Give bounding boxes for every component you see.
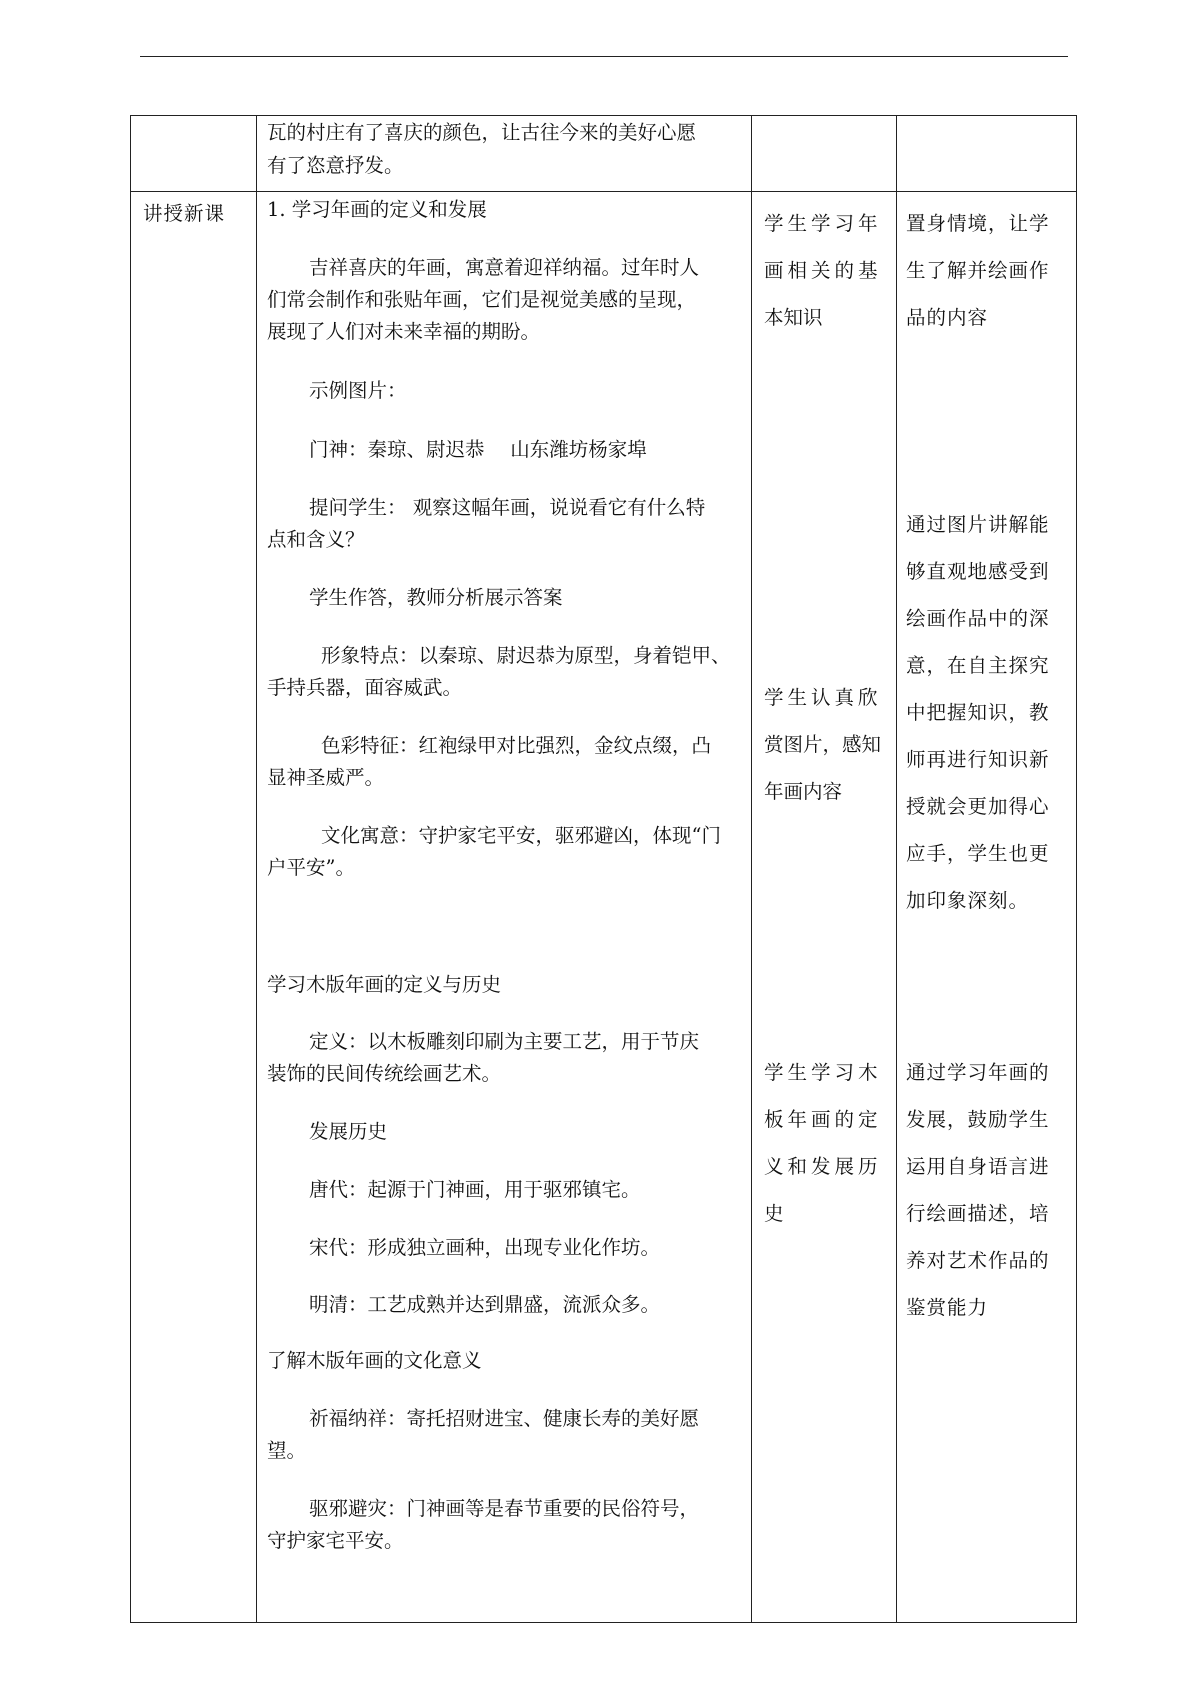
design-intent-2: [906, 501, 1071, 924]
question-line-1: 提问学生： 观察这幅年画，说说看它有什么特: [309, 496, 706, 519]
design-intent-3-line-3: 运用自身语言进: [906, 1155, 1050, 1178]
student-activity-3-line-2: 板年画的定: [764, 1108, 882, 1131]
feature-image-line-2: 手持兵器，面容威武。: [267, 676, 463, 699]
design-intent-3-line-5: 养对艺术作品的: [906, 1249, 1050, 1272]
design-intent-2-line-9: 加印象深刻。: [906, 889, 1030, 912]
section-heading-3: 了解木版年画的文化意义: [267, 1349, 482, 1372]
intro-line-3: 展现了人们对未来幸福的期盼。: [267, 320, 541, 343]
student-activity-1-line-3: 本知识: [764, 306, 823, 329]
blessing-line-1: 祈福纳祥：寄托招财进宝、健康长寿的美好愿: [309, 1407, 700, 1430]
column-divider: [256, 116, 257, 191]
design-intent-3: [906, 1049, 1071, 1331]
student-activity-2-line-3: 年画内容: [764, 780, 843, 803]
feature-culture-line-2: 户平安”。: [267, 856, 355, 879]
definition-line-2: 装饰的民间传统绘画艺术。: [267, 1062, 502, 1085]
design-intent-2-line-4: 意，在自主探究: [906, 654, 1050, 677]
section-heading-1: 1. 学习年画的定义和发展: [267, 198, 487, 221]
student-activity-1-line-1: 学生学习年: [764, 212, 882, 235]
column-divider: [256, 192, 257, 1622]
design-intent-1: [906, 200, 1071, 341]
continuation-text-line-2: 有了恣意抒发。: [267, 154, 404, 177]
feature-color-line-2: 显神圣威严。: [267, 766, 385, 789]
column-divider: [751, 192, 752, 1622]
design-intent-2-line-8: 应手，学生也更: [906, 842, 1050, 865]
column-divider: [896, 116, 897, 191]
definition-line-1: 定义：以木板雕刻印刷为主要工艺，用于节庆: [309, 1030, 700, 1053]
student-activity-1-line-2: 画相关的基: [764, 259, 882, 282]
history-tang: 唐代：起源于门神画，用于驱邪镇宅。: [309, 1178, 641, 1201]
student-activity-2: [764, 674, 886, 815]
design-intent-3-line-6: 鉴赏能力: [906, 1296, 989, 1319]
design-intent-3-line-1: 通过学习年画的: [906, 1061, 1050, 1084]
design-intent-2-line-7: 授就会更加得心: [906, 795, 1050, 818]
question-line-2: 点和含义？: [267, 528, 365, 551]
design-intent-2-line-3: 绘画作品中的深: [906, 607, 1050, 630]
feature-image-line-1: 形象特点：以秦琼、尉迟恭为原型，身着铠甲、: [321, 644, 731, 667]
ward-line-2: 守护家宅平安。: [267, 1529, 404, 1552]
history-song: 宋代：形成独立画种，出现专业化作坊。: [309, 1236, 661, 1259]
continuation-text-line-1: 瓦的村庄有了喜庆的颜色，让古往今来的美好心愿: [267, 121, 697, 144]
student-activity-3-line-3: 义和发展历: [764, 1155, 882, 1178]
lesson-plan-table: [130, 115, 1077, 1623]
student-activity-2-line-1: 学生认真欣: [764, 686, 882, 709]
blessing-line-2: 望。: [267, 1439, 307, 1462]
column-divider: [751, 116, 752, 191]
feature-culture-line-1: 文化寓意：守护家宅平安，驱邪避凶，体现“门: [321, 824, 721, 847]
design-intent-1-line-2: 生了解并绘画作: [906, 259, 1050, 282]
section-heading-2: 学习木版年画的定义与历史: [267, 973, 502, 996]
column-divider: [896, 192, 897, 1622]
design-intent-2-line-6: 师再进行知识新: [906, 748, 1050, 771]
header-rule: [140, 56, 1068, 57]
example-label: 示例图片：: [309, 379, 407, 402]
design-intent-3-line-2: 发展，鼓励学生: [906, 1108, 1050, 1131]
design-intent-3-line-4: 行绘画描述，培: [906, 1202, 1050, 1225]
student-activity-1: [764, 200, 886, 341]
stage-label: 讲授新课: [143, 202, 226, 225]
ward-line-1: 驱邪避灾：门神画等是春节重要的民俗符号，: [309, 1497, 700, 1520]
answer-text: 学生作答，教师分析展示答案: [309, 586, 563, 609]
design-intent-1-line-1: 置身情境，让学: [906, 212, 1050, 235]
student-activity-3: [764, 1049, 886, 1237]
intro-line-2: 们常会制作和张贴年画，它们是视觉美感的呈现，: [267, 288, 697, 311]
door-god-caption: 门神：秦琼、尉迟恭 山东潍坊杨家埠: [309, 438, 647, 461]
feature-color-line-1: 色彩特征：红袍绿甲对比强烈，金纹点缀，凸: [321, 734, 712, 757]
history-title: 发展历史: [309, 1120, 388, 1143]
table-row-continuation: [130, 115, 1077, 192]
table-row-new-lesson: [130, 191, 1077, 1623]
design-intent-1-line-3: 品的内容: [906, 306, 989, 329]
student-activity-3-line-1: 学生学习木: [764, 1061, 882, 1084]
design-intent-2-line-2: 够直观地感受到: [906, 560, 1050, 583]
intro-line-1: 吉祥喜庆的年画，寓意着迎祥纳福。过年时人: [309, 256, 700, 279]
design-intent-2-line-5: 中把握知识，教: [906, 701, 1050, 724]
history-mingqing: 明清：工艺成熟并达到鼎盛，流派众多。: [309, 1293, 661, 1316]
student-activity-2-line-2: 赏图片，感知: [764, 733, 882, 756]
student-activity-3-line-4: 史: [764, 1202, 784, 1225]
design-intent-2-line-1: 通过图片讲解能: [906, 513, 1050, 536]
